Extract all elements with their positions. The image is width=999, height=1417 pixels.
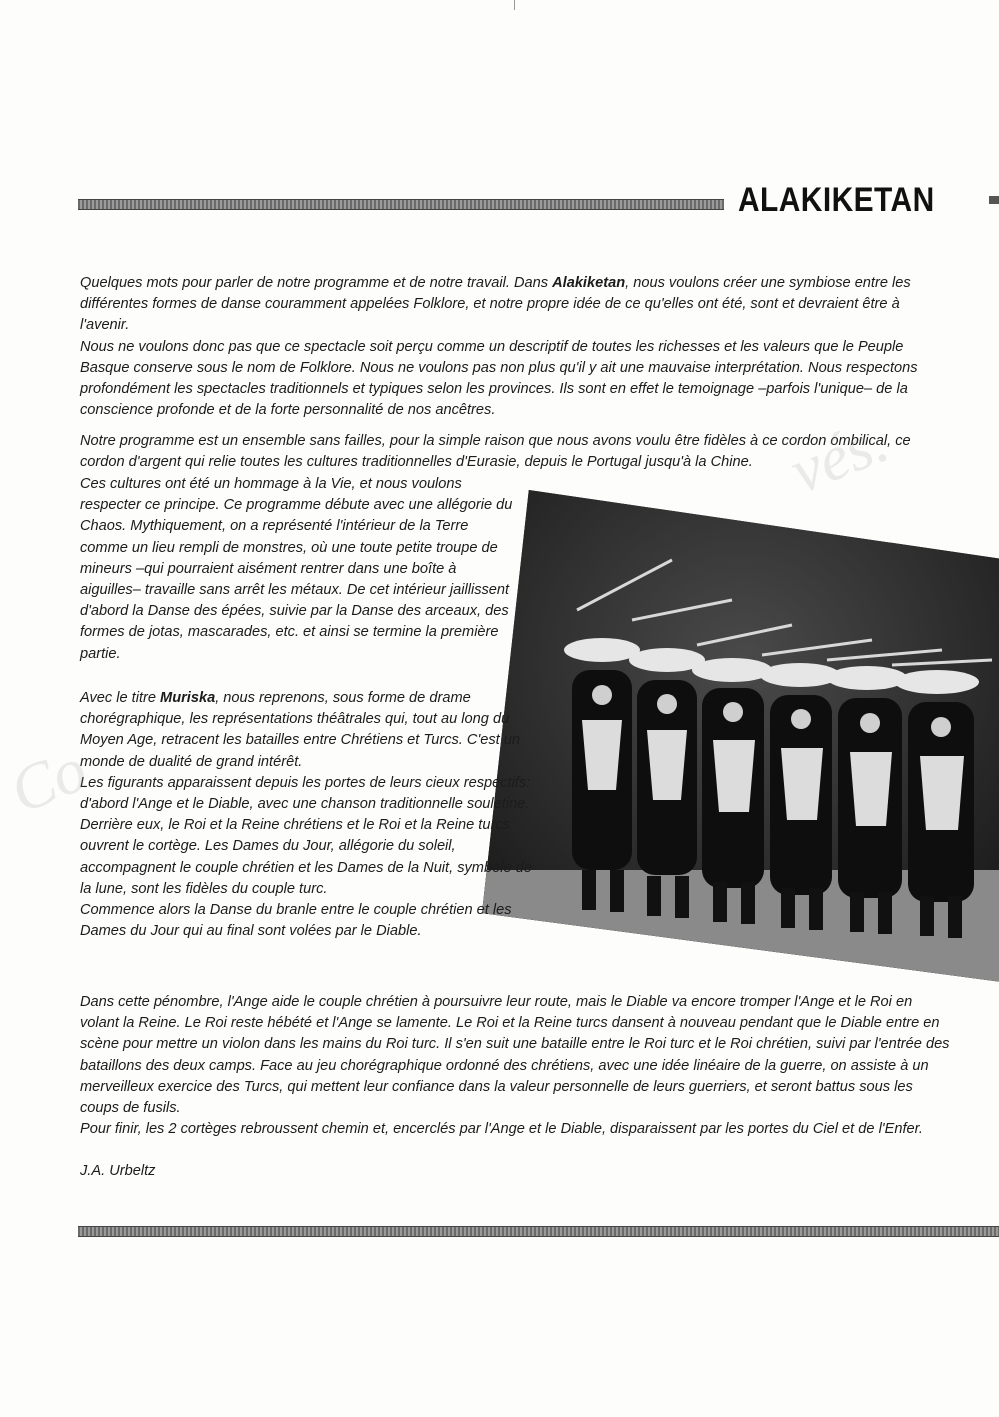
muriska-line-2: Les figurants apparaissent depuis les portes de leurs cieux respectifs: d'abord l'Ange et le Diable, avec une chanson traditionnelle souletine.	[80, 774, 531, 813]
crop-mark	[514, 0, 515, 10]
header-rule-end	[989, 196, 999, 204]
intro-show-name: Alakiketan	[552, 275, 626, 291]
header-rule	[78, 199, 724, 210]
watermark-left: Co	[0, 732, 97, 827]
muriska-paragraph	[80, 688, 540, 942]
intro-rest: , nous voulons créer une symbiose entre les différentes formes de danse couramment appelées Folklore, et notre propre idée de ce qu'elles ont été, sont et devraient être à l'avenir.	[80, 275, 911, 334]
finale-line-2: Pour finir, les 2 cortèges rebroussent chemin et, encerclés par l'Ange et le Diable, disparaissent par les portes du Ciel et de l'Enfer.	[80, 1121, 923, 1138]
intro-line-2: Nous ne voulons donc pas que ce spectacle soit perçu comme un descriptif de toutes les richesses et les valeurs que le Peuple Basque conserve sous le nom de Folklore. Nous ne voulons pas non plus qu'il y ait une mauvaise interprétation. Nous respectons profondément les spectacles traditionnels et typiques selon les provinces. Ils sont en effet le temoignage –parfois l'unique– de la conscience profonde et de la forte personnalité de nos ancêtres.	[80, 338, 918, 419]
page-title: ALAKIKETAN	[738, 181, 935, 219]
muriska-rest: , nous reprenons, sous forme de drame chorégraphique, les représentations théâtrales qui, tout au long du Moyen Age, retracent les batailles entre Chrétiens et Turcs. C'est un monde de dualité de grand intérêt.	[80, 690, 520, 770]
finale-paragraph	[80, 992, 950, 1140]
watermark-right: vés.	[780, 404, 898, 507]
author-signature: J.A. Urbeltz	[80, 1163, 156, 1179]
muriska-line-3: Derrière eux, le Roi et la Reine chrétiens et le Roi et la Reine turcs ouvrent le cortège. Les Dames du Jour, allégorie du soleil, accompagnent le couple chrétien et les Dames de la Nuit, symbole de la lune, sont les fidèles du couple turc.	[80, 817, 532, 897]
muriska-lead: Avec le titre	[80, 690, 161, 706]
intro-lead: Quelques mots pour parler de notre programme et de notre travail. Dans	[80, 275, 553, 291]
muriska-line-4: Commence alors la Danse du branle entre le couple chrétien et les Dames du Jour qui au final sont volées par le Diable.	[80, 902, 512, 940]
footer-rule	[78, 1226, 999, 1237]
muriska-title: Muriska	[160, 690, 216, 706]
programme-paragraph: Notre programme est un ensemble sans failles, pour la simple raison que nous avons voulu être fidèles à ce cordon ombilical, ce cordon d'argent qui relie toutes les cultures traditionnelles d'Eurasie, depuis le Portugal jusqu'à la Chine.	[80, 433, 911, 471]
intro-paragraph	[80, 273, 950, 421]
dance-photo	[482, 490, 999, 982]
dance-photo-image	[482, 490, 999, 982]
finale-text: Dans cette pénombre, l'Ange aide le couple chrétien à poursuivre leur route, mais le Diable va encore tromper l'Ange et le Roi en volant la Reine. Le Roi reste hébété et l'Ange se lamente. Le Roi et la Reine turcs dansent à nouveau pendant que le Diable entre en scène pour mettre un violon dans les mains du Roi turc. Il s'en suit une bataille entre le Roi turc et le Roi chrétien, suivi par l'entrée des bataillons des deux camps. Face au jeu chorégraphique ordonné des chrétiens, avec une idée linéaire de la guerre, on assiste à un merveilleux exercice des Turcs, qui mettent leur confiance dans la valeur personnelle de leurs guerriers, et seront battus sous les coups de fusils.	[80, 994, 950, 1117]
first-part-paragraph: Ces cultures ont été un hommage à la Vie, et nous voulons respecter ce principe. Ce programme débute avec une allégorie du Chaos. Mythiquement, on a représenté l'intérieur de la Terre comme un lieu rempli de monstres, où une toute petite troupe de mineurs –qui pourraient aisément rentrer dans une boîte à aiguilles– travaille sans arrêt les métaux. De cet intérieur jaillissent d'abord la Danse des épées, suivie par la Danse des arceaux, des formes de jotas, mascarades, etc. et ainsi se termine la première partie.	[80, 476, 513, 662]
